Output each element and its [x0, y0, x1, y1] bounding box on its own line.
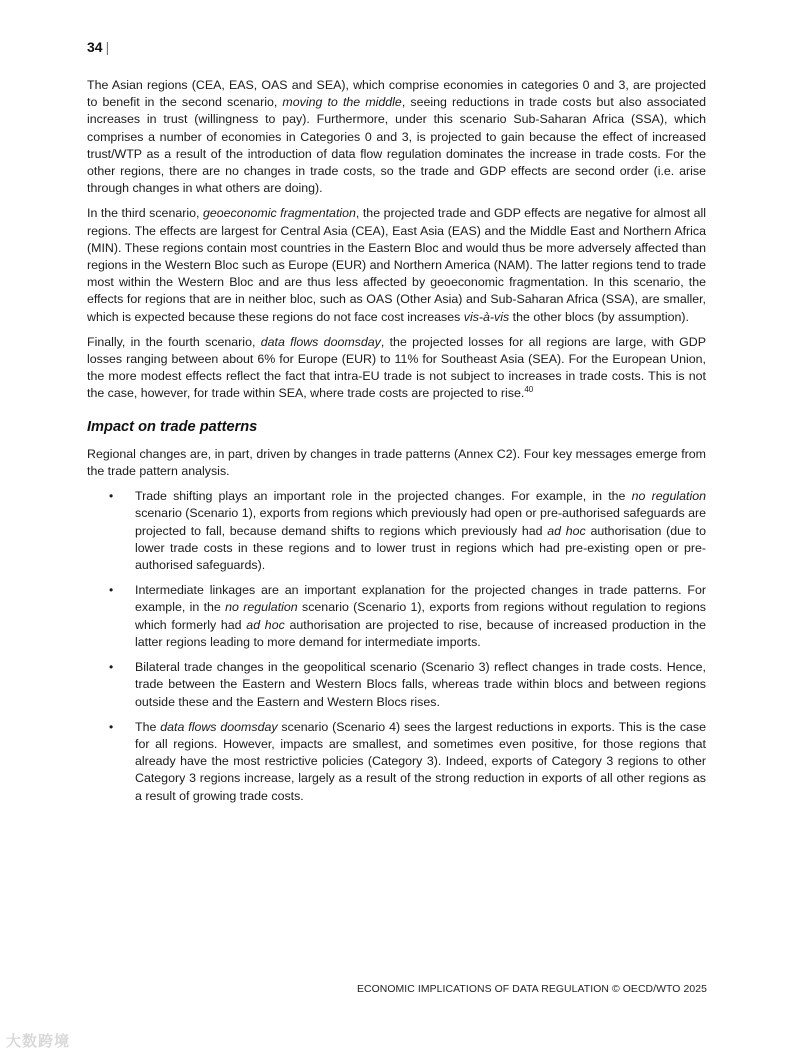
text-run: , the projected trade and GDP effects are negative for almost all regions. The effects are largest for Central Asia (CEA), East Asia (EAS) and the Middle East and Northern Africa (MIN). These regions contain most countries in the Eastern Bloc and would thus be more adversely affected than regions in the Western Bloc such as Europe (EUR) and Northern America (NAM). The latter regions tend to trade most within the Western Bloc and are thus less affected by geoeconomic fragmentation. In this scenario, the effects for regions that are in neither bloc, such as OAS (Other Asia) and Sub-Saharan Africa (SSA), are smaller, which is expected because these regions do not face cost increases: [87, 206, 706, 324]
list-item: [87, 488, 706, 574]
page-number: [87, 39, 109, 55]
emphasis-text: geoeconomic fragmentation: [202, 206, 356, 221]
list-item: [87, 582, 706, 651]
page-number-value: 34: [87, 39, 103, 55]
page-footer: ECONOMIC IMPLICATIONS OF DATA REGULATION © OECD/WTO 2025: [356, 984, 707, 995]
page-number-separator: |: [105, 39, 110, 55]
text-run: authorisation (due to lower trade costs in these regions and to lower trust in regions which had pre-existing open or pre-authorised safeguards).: [135, 523, 706, 573]
watermark: 大数跨境: [6, 1033, 71, 1050]
body-paragraph: [87, 205, 706, 325]
text-run: Finally, in the fourth scenario,: [87, 334, 261, 349]
emphasis-text: ad hoc: [547, 523, 586, 538]
emphasis-text: data flows doomsday: [160, 719, 278, 734]
text-run: , the projected losses for all regions are large, with GDP losses ranging between about 6% for Europe (EUR) to 11% for Southeast Asia (SEA). For the European Union, the more modest effects reflect the fact that intra-EU trade is not subject to increases in trade costs. This is not the case, however, for trade within SEA, where trade costs are projected to rise.: [87, 334, 707, 401]
list-item-text: [135, 660, 706, 708]
emphasis-text: vis-à-vis: [463, 309, 510, 324]
section-intro: Regional changes are, in part, driven by changes in trade patterns (Annex C2). Four key messages emerge from the trade pattern analysis.: [87, 446, 706, 479]
bullet-icon: •: [109, 489, 114, 504]
text-run: Trade shifting plays an important role in the projected changes. For example, in the: [135, 489, 632, 504]
document-body: [87, 77, 706, 813]
bullet-icon: •: [109, 583, 114, 598]
list-item: [87, 719, 706, 805]
text-run: The: [135, 719, 161, 734]
emphasis-text: data flows doomsday: [260, 334, 381, 349]
text-run: In the third scenario,: [87, 206, 203, 221]
text-run: scenario (Scenario 4) sees the largest reductions in exports. This is the case for all regions. However, impacts are smallest, and sometimes even positive, for those regions that already have the most restrictive policies (Category 3). Indeed, exports of Category 3 regions to other Category 3 regions increase, largely as a result of the strong reduction in exports of all other regions as a result of growing trade costs.: [135, 719, 706, 803]
text-run: , seeing reductions in trade costs but also associated increases in trust (willingness to pay). Furthermore, under this scenario Sub-Saharan Africa (SSA), which comprises a number of economies in Categories 0 and 3, is projected to gain because the effect of increased trust/WTP as a result of the introduction of data flow regulation dominates the increase in trade costs. For the other regions, there are no changes in trade costs, so the trade and GDP effects are second order (i.e. arise through changes in what others are doing).: [87, 95, 706, 196]
section-heading: Impact on trade patterns: [87, 418, 258, 435]
text-run: authorisation are projected to rise, because of increased production in the latter regions leading to more demand for intermediate imports.: [135, 617, 707, 649]
bullet-icon: •: [109, 660, 114, 675]
list-item-text: [135, 583, 706, 649]
text-run: the other blocs (by assumption).: [509, 309, 689, 324]
footnote-marker: 40: [524, 385, 534, 395]
list-item-text: [135, 720, 706, 803]
emphasis-text: ad hoc: [246, 617, 285, 632]
text-run: Bilateral trade changes in the geopolitical scenario (Scenario 3) reflect changes in trade costs. Hence, trade between the Eastern and Western Blocs falls, whereas trade within blocs and between regions outside these and the Eastern and Western Blocs rises.: [135, 660, 706, 709]
emphasis-text: no regulation: [225, 600, 298, 615]
body-paragraph: [87, 334, 706, 403]
list-item: [87, 659, 706, 711]
text-run: Intermediate linkages are an important explanation for the projected changes in trade patterns. For example, in the: [135, 583, 706, 615]
emphasis-text: no regulation: [631, 489, 706, 504]
text-run: scenario (Scenario 1), exports from regions without regulation to regions which formerly had: [135, 600, 707, 632]
emphasis-text: moving to the middle: [282, 95, 402, 110]
bullet-icon: •: [109, 719, 114, 734]
text-run: The Asian regions (CEA, EAS, OAS and SEA), which comprise economies in categories 0 and 3, are projected to benefit in the second scenario,: [87, 78, 706, 110]
text-run: scenario (Scenario 1), exports from regions which previously had open or pre-authorised safeguards are projected to fall, because demand shifts to regions which previously had: [135, 506, 706, 538]
body-paragraph: [87, 77, 706, 197]
bullet-list: [87, 488, 706, 804]
list-item-text: [135, 489, 706, 572]
